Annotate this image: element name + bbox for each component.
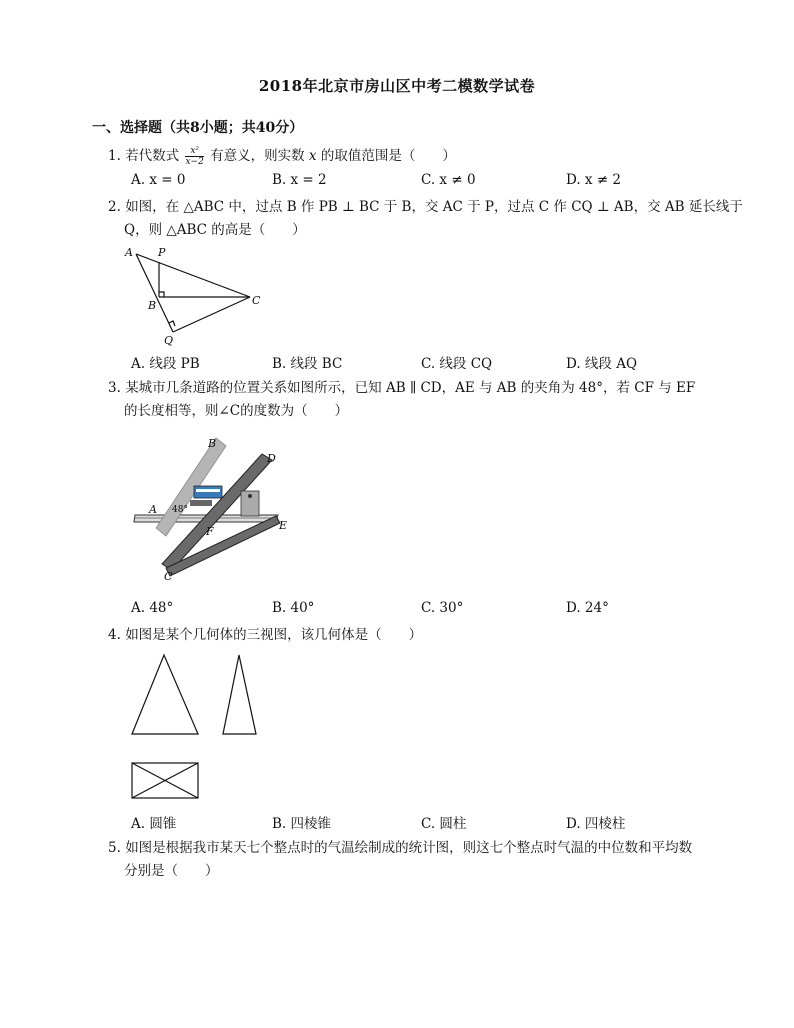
label-b: B bbox=[148, 299, 157, 312]
q1-option-b[interactable]: B. x = 2 bbox=[272, 172, 327, 188]
question-number: 2. bbox=[108, 199, 121, 215]
label-a: A bbox=[149, 503, 157, 516]
label-f: F bbox=[206, 525, 214, 538]
q4-option-d[interactable]: D. 四棱柱 bbox=[566, 816, 626, 832]
question-2 bbox=[108, 196, 743, 218]
q3-line-1: 某城市几条道路的位置关系如图所示，已知 AB ∥ CD，AE 与 AB 的夹角为 48°，若 CF 与 EF bbox=[125, 380, 696, 396]
q4-option-a[interactable]: A. 圆锥 bbox=[131, 816, 177, 832]
question-5 bbox=[108, 837, 692, 859]
angle-label: 48° bbox=[172, 505, 188, 515]
label-e: E bbox=[279, 519, 288, 532]
triangle-figure bbox=[118, 242, 278, 352]
q4-option-b[interactable]: B. 四棱锥 bbox=[272, 816, 332, 832]
question-number: 4. bbox=[108, 627, 121, 643]
q5-line-1: 如图是根据我市某天七个整点时的气温绘制成的统计图，则这七个整点时气温的中位数和平均数 bbox=[125, 840, 693, 856]
q2-option-d[interactable]: D. 线段 AQ bbox=[566, 356, 638, 372]
q3-option-a[interactable]: A. 48° bbox=[131, 600, 174, 616]
label-q: Q bbox=[164, 334, 174, 347]
label-c: C bbox=[164, 570, 173, 583]
question-3 bbox=[108, 377, 695, 399]
label-p: P bbox=[158, 246, 166, 259]
label-d: D bbox=[267, 452, 276, 465]
question-4 bbox=[108, 624, 422, 646]
question-number: 5. bbox=[108, 840, 121, 856]
q1-text-tail: 的取值范围是（ ） bbox=[320, 148, 456, 164]
front-view-triangle bbox=[132, 655, 198, 734]
label-a: A bbox=[125, 246, 133, 259]
q4-text: 如图是某个几何体的三视图，该几何体是（ ） bbox=[125, 627, 423, 643]
q1-var: x bbox=[308, 148, 317, 164]
q1-option-c[interactable]: C. x ≠ 0 bbox=[421, 172, 476, 188]
q3-option-b[interactable]: B. 40° bbox=[272, 600, 315, 616]
fraction bbox=[185, 146, 203, 167]
fraction-denominator: x−2 bbox=[185, 157, 204, 167]
q1-text-post: 有意义，则实数 bbox=[210, 148, 305, 164]
label-c: C bbox=[252, 294, 261, 307]
question-number: 3. bbox=[108, 380, 121, 396]
q2-line-2: Q，则 △ABC 的高是（ ） bbox=[124, 222, 306, 238]
label-b: B bbox=[208, 437, 217, 450]
q4-option-c[interactable]: C. 圆柱 bbox=[421, 816, 467, 832]
section-heading: 一、选择题（共8小题；共40分） bbox=[92, 120, 304, 136]
q5-line-2: 分别是（ ） bbox=[124, 863, 219, 879]
question-1 bbox=[108, 145, 456, 167]
q2-option-a[interactable]: A. 线段 PB bbox=[131, 356, 200, 372]
q3-line-2: 的长度相等，则∠C的度数为（ ） bbox=[124, 403, 349, 419]
q2-option-c[interactable]: C. 线段 CQ bbox=[421, 356, 493, 372]
side-view-triangle bbox=[223, 655, 256, 734]
q3-option-c[interactable]: C. 30° bbox=[421, 600, 464, 616]
q2-line-1: 如图，在 △ABC 中，过点 B 作 PB ⊥ BC 于 B，交 AC 于 P，过点 C 作 CQ ⊥ AB，交 AB 延长线于 bbox=[125, 199, 743, 215]
question-number: 1. bbox=[108, 148, 121, 164]
roads-figure bbox=[130, 436, 300, 581]
page-title: 2018年北京市房山区中考二模数学试卷 bbox=[258, 77, 536, 95]
q1-option-d[interactable]: D. x ≠ 2 bbox=[566, 172, 622, 188]
three-views-figure-lines bbox=[128, 650, 268, 802]
q2-option-b[interactable]: B. 线段 BC bbox=[272, 356, 343, 372]
q1-option-a[interactable]: A. x = 0 bbox=[131, 172, 186, 188]
q1-text-pre: 若代数式 bbox=[125, 148, 180, 164]
fraction-numerator: x² bbox=[185, 146, 203, 157]
q3-option-d[interactable]: D. 24° bbox=[566, 600, 609, 616]
